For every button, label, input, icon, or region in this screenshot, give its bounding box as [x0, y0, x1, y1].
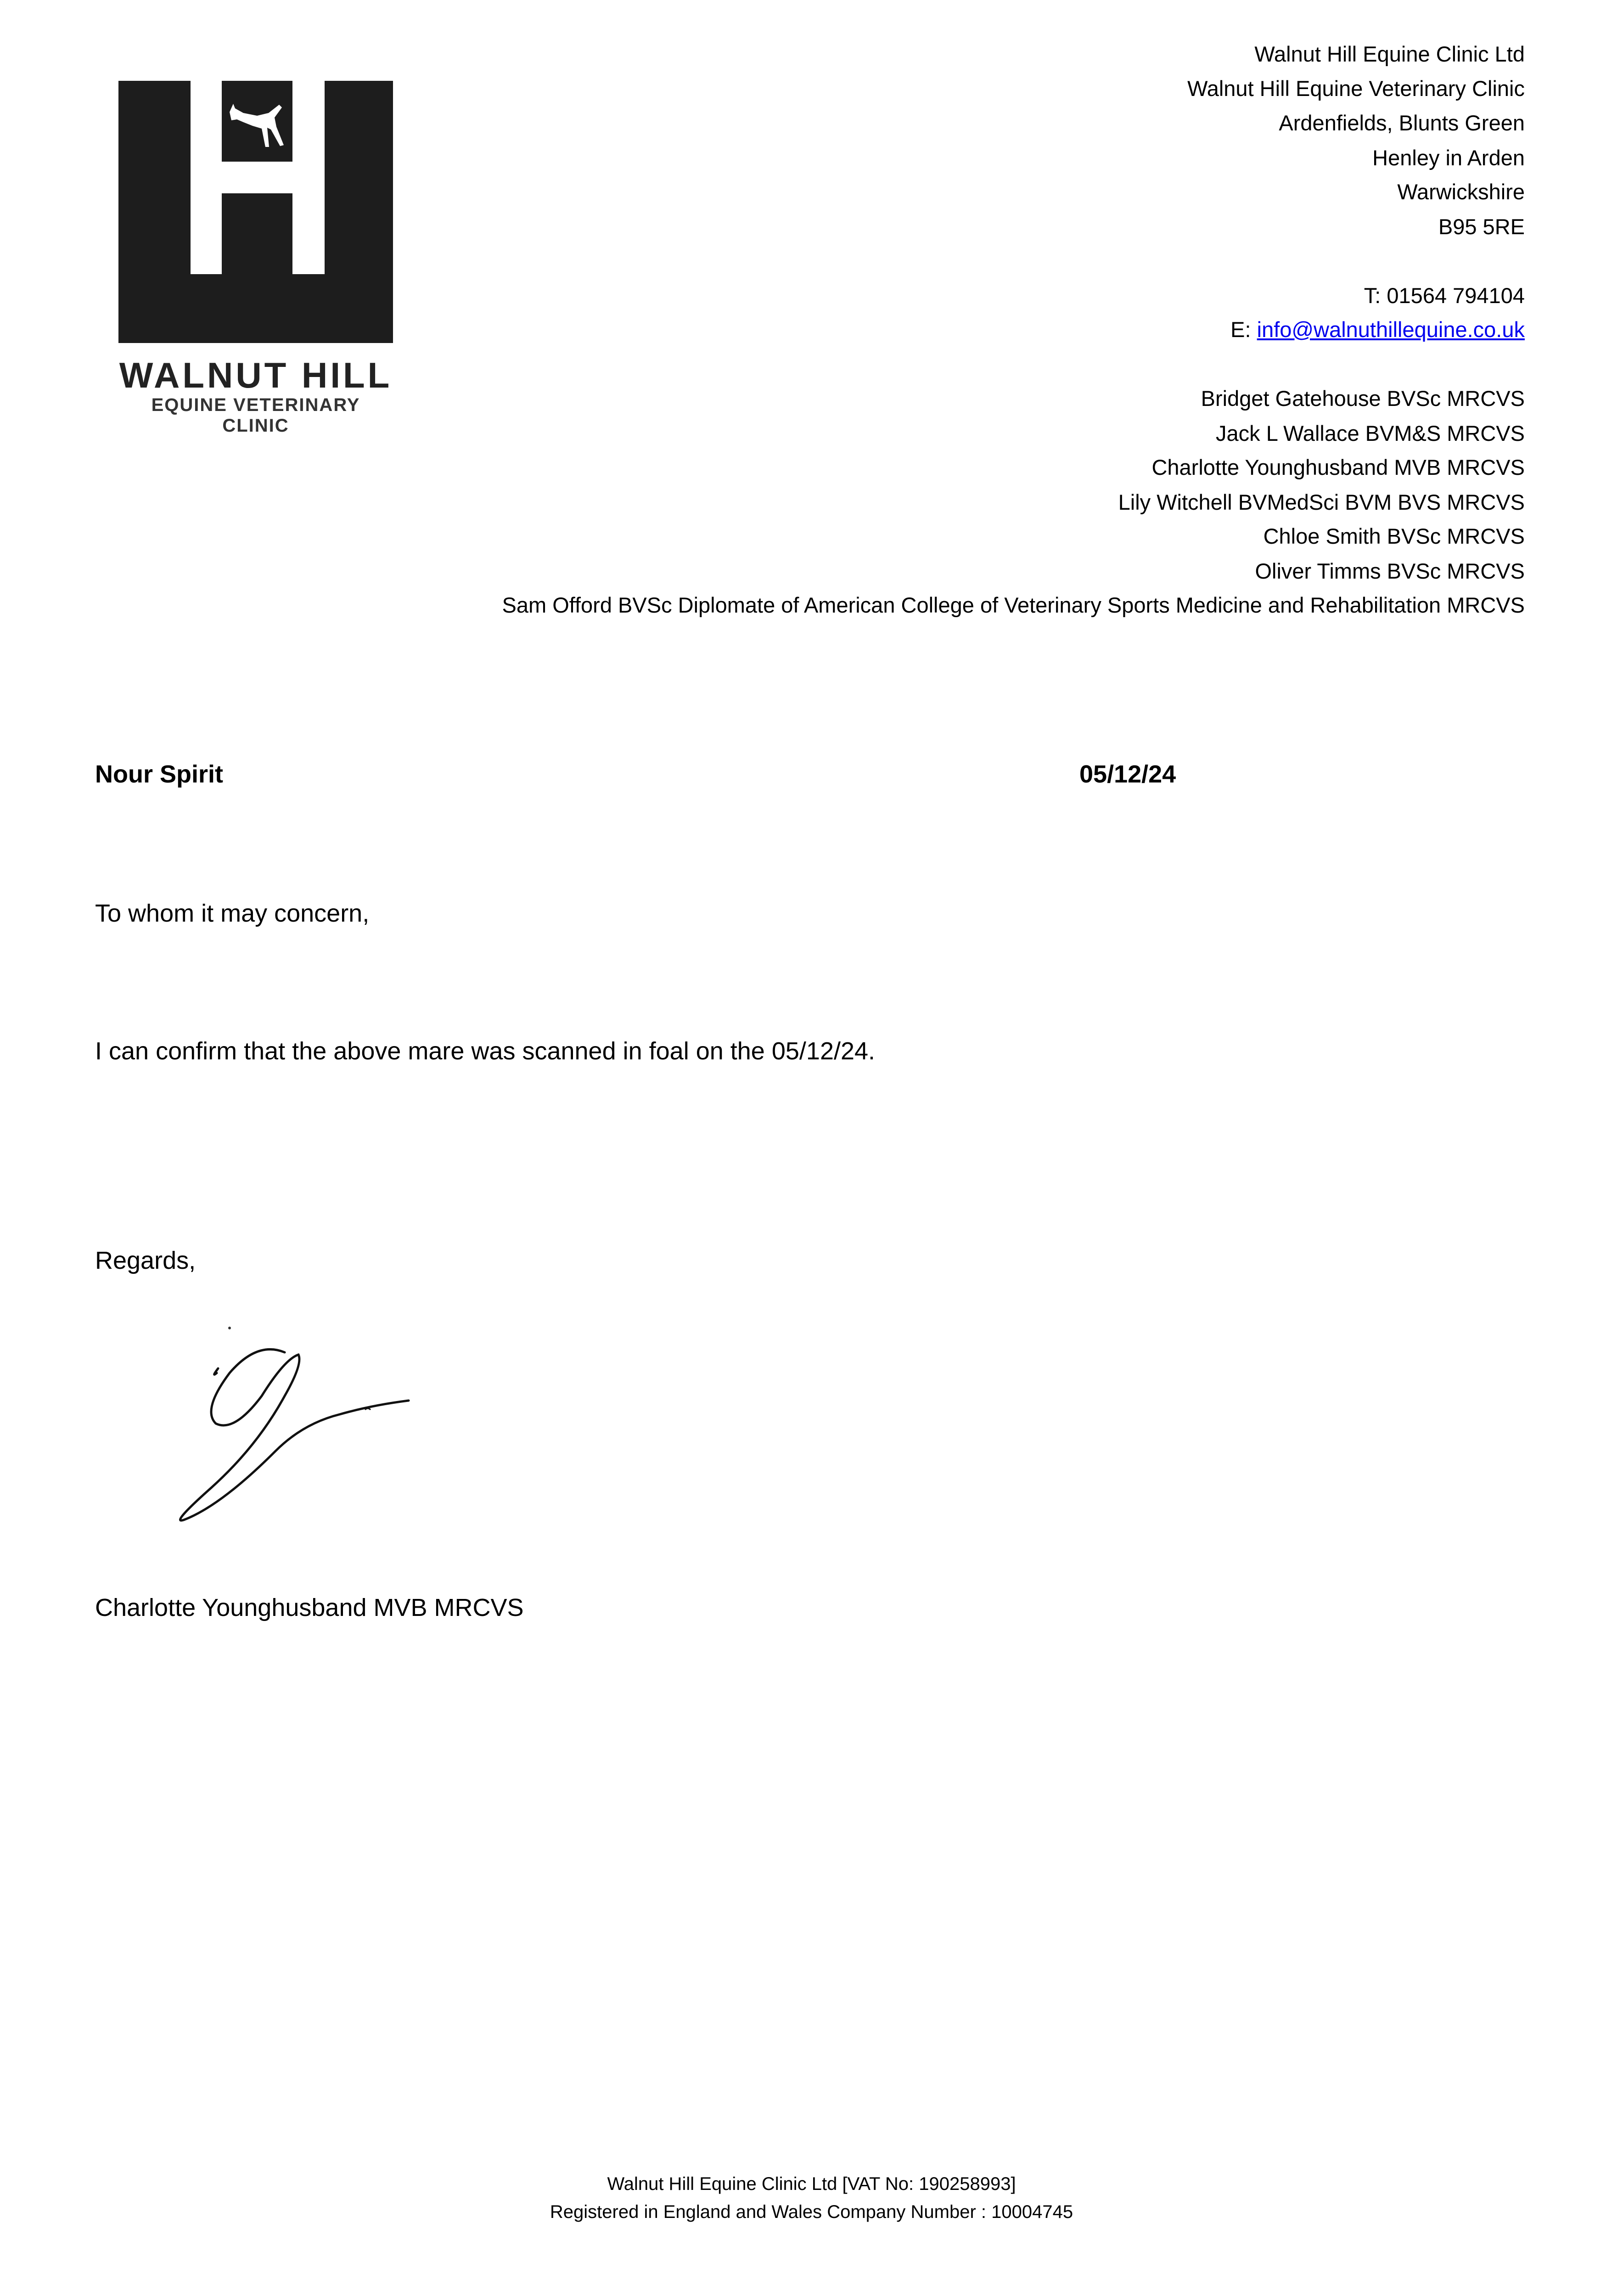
- address-line: Henley in Arden: [1372, 146, 1525, 170]
- email-line: [1230, 316, 1525, 343]
- address-line: Warwickshire: [1397, 180, 1525, 204]
- vet-name: Charlotte Younghusband MVB MRCVS: [1151, 455, 1525, 479]
- logo-h-left-bar: [191, 81, 222, 274]
- signatory-name: Charlotte Younghusband MVB MRCVS: [95, 1594, 524, 1621]
- vet-name: Lily Witchell BVMedSci BVM BVS MRCVS: [1118, 490, 1525, 514]
- letter-body: I can confirm that the above mare was scanned in foal on the 05/12/24.: [95, 1037, 876, 1065]
- address-line: Walnut Hill Equine Clinic Ltd: [1254, 42, 1525, 66]
- signature: [165, 1322, 413, 1525]
- logo-h-crossbar: [222, 162, 292, 193]
- phone-number: T: 01564 794104: [1364, 283, 1525, 308]
- vet-name: Oliver Timms BVSc MRCVS: [1255, 559, 1525, 583]
- address-line: Walnut Hill Equine Veterinary Clinic: [1187, 76, 1525, 101]
- footer-registration: Registered in England and Wales Company Number : 10004745: [550, 2202, 1073, 2222]
- vet-name: Chloe Smith BVSc MRCVS: [1263, 524, 1525, 548]
- horse-name: Nour Spirit: [95, 760, 223, 788]
- email-label: E:: [1230, 317, 1257, 342]
- vet-name: Jack L Wallace BVM&S MRCVS: [1216, 421, 1525, 445]
- email-link[interactable]: info@walnuthillequine.co.uk: [1257, 317, 1525, 342]
- logo-h-right-bar: [292, 81, 325, 274]
- clinic-logo: [118, 81, 393, 343]
- vet-name: Bridget Gatehouse BVSc MRCVS: [1201, 386, 1525, 411]
- address-line: B95 5RE: [1438, 214, 1525, 239]
- vet-name: Sam Offord BVSc Diplomate of American College of Veterinary Sports Medicine and Rehabilitation MRCVS: [502, 593, 1525, 617]
- logo-title: WALNUT HILL: [119, 355, 393, 395]
- logo-subtitle: EQUINE VETERINARY CLINIC: [151, 395, 360, 436]
- horse-icon: [225, 99, 289, 154]
- address-line: Ardenfields, Blunts Green: [1279, 111, 1525, 135]
- closing: Regards,: [95, 1247, 196, 1274]
- footer-vat: Walnut Hill Equine Clinic Ltd [VAT No: 190258993]: [607, 2174, 1016, 2194]
- letter-date: 05/12/24: [1079, 760, 1176, 788]
- salutation: To whom it may concern,: [95, 900, 370, 927]
